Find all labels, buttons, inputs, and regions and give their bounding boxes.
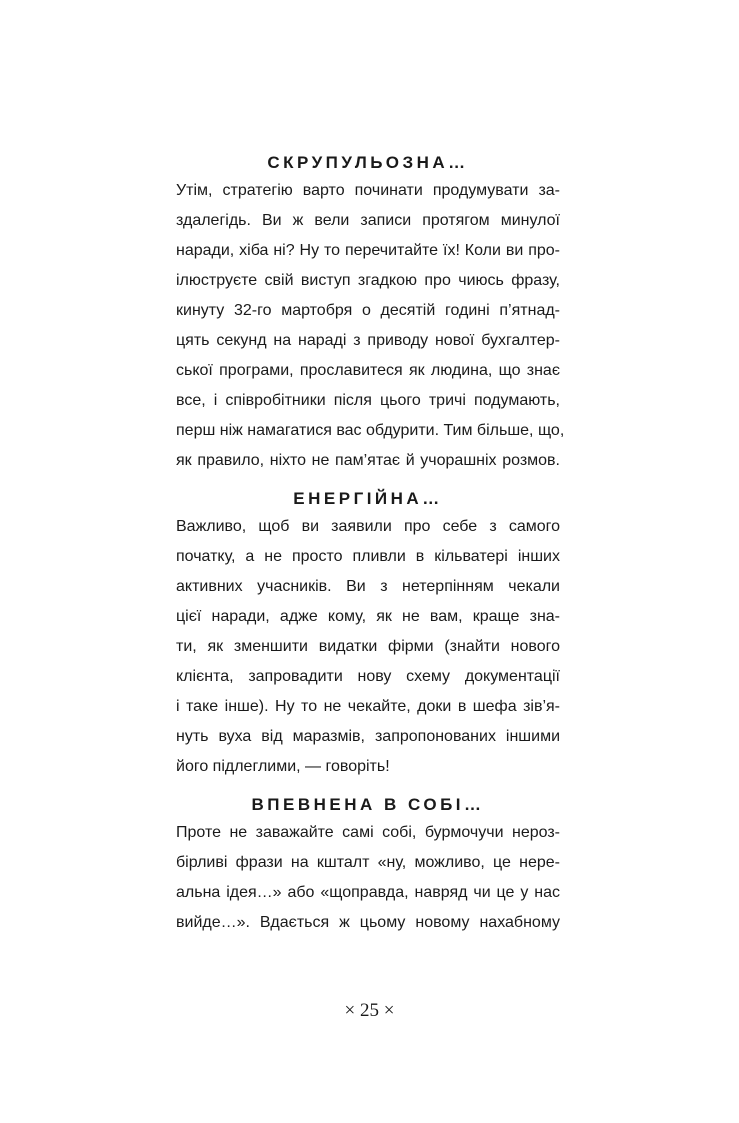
text-line: і таке інше). Ну то не чекайте, доки в шефа зів’я- <box>176 698 560 715</box>
text-line: наради, хіба ні? Ну то перечитайте їх! Коли ви про- <box>176 242 560 259</box>
text-line: здалегідь. Ви ж вели записи протягом минулої <box>176 212 560 229</box>
text-line: Проте не заважайте самі собі, бурмочучи нероз- <box>176 824 560 841</box>
text-line: кинуту 32-го мартобря о десятій годині п’ятнад- <box>176 302 560 319</box>
text-line: початку, а не просто пливли в кільватері інших <box>176 548 560 565</box>
section-heading: ВПЕВНЕНА В СОБІ… <box>251 795 485 814</box>
text-line: як правило, ніхто не пам’ятає й учорашніх розмов. <box>176 452 560 469</box>
section-energetic <box>176 488 560 782</box>
text-line: альна ідея…» або «щоправда, навряд чи це у нас <box>176 884 560 901</box>
text-line: вийде…». Вдається ж цьому новому нахабному <box>176 914 560 931</box>
text-line: ти, як зменшити видатки фірми (знайти нового <box>176 638 560 655</box>
page-number: × 25 × <box>344 1000 395 1021</box>
section-confident <box>176 794 560 938</box>
text-line: цієї наради, адже кому, як не вам, краще зна- <box>176 608 560 625</box>
section-scrupulous <box>176 152 565 476</box>
text-line: нуть вуха від маразмів, запропонованих іншими <box>176 728 560 745</box>
text-line: ської програми, прославитеся як людина, що знає <box>176 362 560 379</box>
section-heading: ЕНЕРГІЙНА… <box>293 489 443 508</box>
text-line: бірливі фрази на кшталт «ну, можливо, це нере- <box>176 854 560 871</box>
section-heading: СКРУПУЛЬОЗНА… <box>267 153 469 172</box>
text-line: ілюструєте свій виступ згадкою про чиюсь фразу, <box>176 272 560 289</box>
text-line: перш ніж намагатися вас обдурити. Тим більше, що, <box>176 422 565 439</box>
text-line: цять секунд на нараді з приводу нової бухгалтер- <box>176 332 560 349</box>
text-line: активних учасників. Ви з нетерпінням чекали <box>176 578 560 595</box>
text-line: Утім, стратегію варто починати продумувати за- <box>176 182 560 199</box>
text-line: Важливо, щоб ви заявили про себе з самого <box>176 518 560 535</box>
text-line: все, і співробітники після цього тричі подумають, <box>176 392 560 409</box>
text-line: клієнта, запровадити нову схему документації <box>176 668 560 685</box>
text-line: його підлеглими, — говоріть! <box>176 758 390 775</box>
